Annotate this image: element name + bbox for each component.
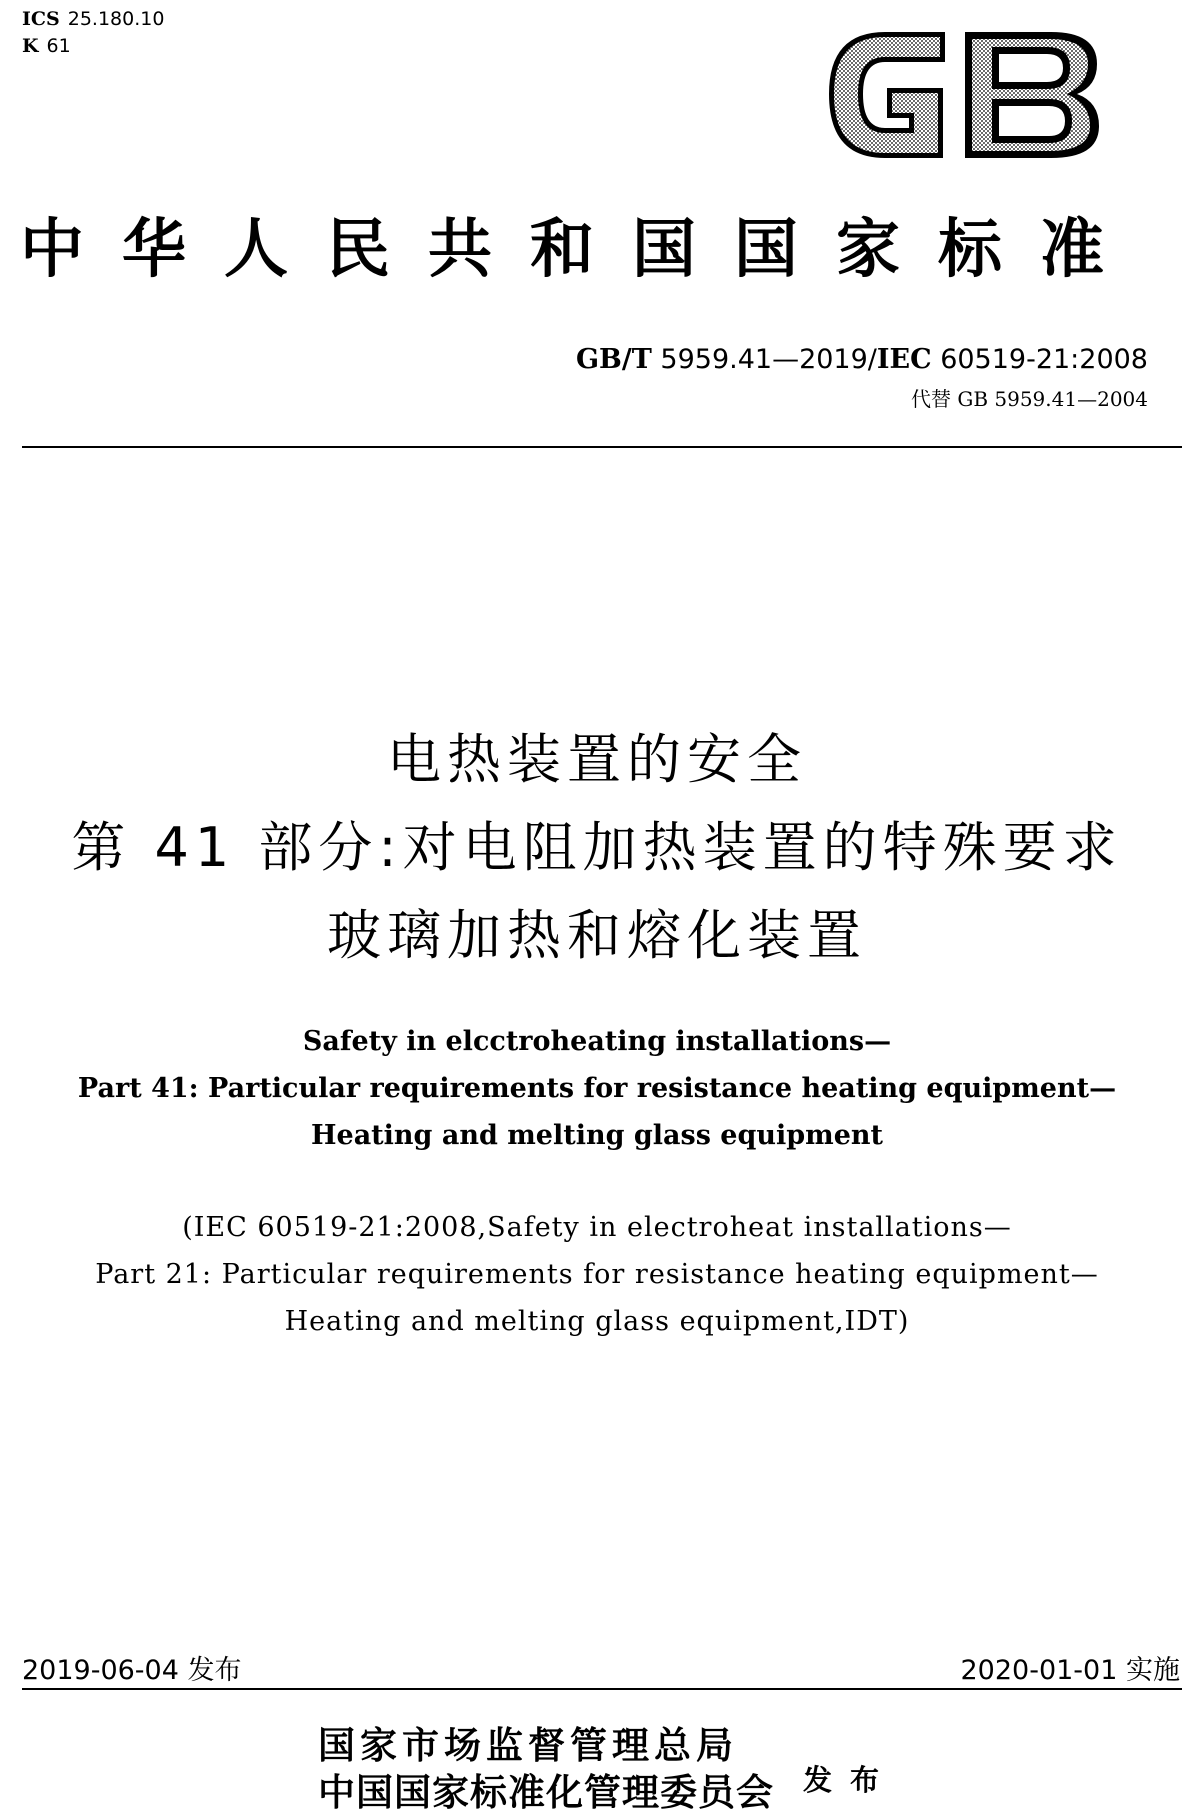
classification-codes xyxy=(22,6,164,60)
chinese-title-line-2: 第 41 部分:对电阻加热装置的特殊要求 xyxy=(71,816,1123,879)
standard-number-main: 5959.41—2019/ xyxy=(660,344,877,375)
chinese-title-line-3: 玻璃加热和熔化装置 xyxy=(327,904,867,967)
issuing-authorities xyxy=(318,1722,774,1816)
chinese-title xyxy=(0,716,1194,980)
gb-logo xyxy=(825,24,1101,165)
english-title xyxy=(0,1018,1194,1159)
publish-date: 2019-06-04 发布 xyxy=(22,1655,242,1686)
ics-label: ICS xyxy=(22,8,60,30)
english-title-line-3: Heating and melting glass equipment xyxy=(311,1120,883,1151)
implement-date: 2020-01-01 实施 xyxy=(960,1655,1180,1686)
national-standard-title: 中华人民共和国国家标准 xyxy=(20,212,1142,287)
standard-number xyxy=(576,344,1148,375)
gb-logo-graphic xyxy=(825,24,1101,165)
top-divider xyxy=(22,446,1182,448)
standard-iec-prefix: IEC xyxy=(876,344,932,375)
ics-line xyxy=(22,6,164,33)
replaces-note: 代替 GB 5959.41—2004 xyxy=(911,387,1148,411)
issuer-line-2: 中国国家标准化管理委员会 xyxy=(318,1770,774,1814)
iec-reference xyxy=(0,1204,1194,1345)
english-title-line-1: Safety in elcctroheating installations— xyxy=(302,1026,892,1057)
english-title-line-2: Part 41: Particular requirements for resistance heating equipment— xyxy=(77,1073,1117,1104)
bottom-divider xyxy=(22,1688,1182,1690)
standard-iec-number: 60519-21:2008 xyxy=(940,344,1148,375)
issue-action: 发布 xyxy=(803,1763,898,1797)
standard-number-prefix: GB/T xyxy=(575,344,652,375)
issuer-line-1: 国家市场监督管理总局 xyxy=(318,1723,738,1767)
ccs-line xyxy=(22,33,164,60)
ccs-code: 61 xyxy=(46,35,71,57)
iec-reference-line-3: Heating and melting glass equipment,IDT) xyxy=(284,1306,910,1337)
iec-reference-line-2: Part 21: Particular requirements for resistance heating equipment— xyxy=(95,1259,1099,1290)
ics-code: 25.180.10 xyxy=(67,8,165,30)
ccs-label: K xyxy=(22,35,39,57)
iec-reference-line-1: (IEC 60519-21:2008,Safety in electroheat installations— xyxy=(182,1212,1012,1243)
chinese-title-line-1: 电热装置的安全 xyxy=(387,728,807,791)
